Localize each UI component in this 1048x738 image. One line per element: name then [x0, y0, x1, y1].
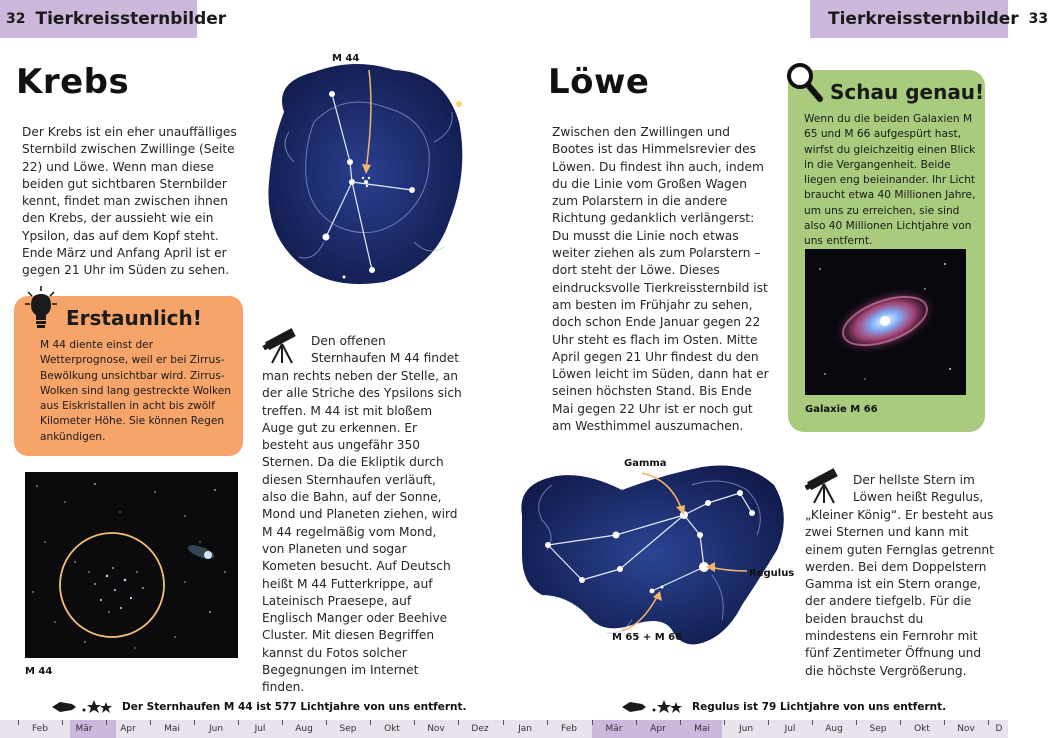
month-label: D: [995, 724, 1003, 734]
krebs-constellation-graphic: [254, 52, 472, 292]
month-label: Feb: [32, 724, 48, 734]
month-label: Nov: [427, 724, 445, 734]
page-header-right: [810, 0, 1048, 38]
erstaunlich-title: Erstaunlich!: [66, 306, 202, 330]
month-label: Jun: [738, 724, 754, 734]
loewe-title: Löwe: [548, 62, 650, 102]
krebs-constellation: [254, 52, 472, 292]
schau-genau-box: [788, 70, 985, 432]
month-label: Jul: [254, 724, 266, 734]
header-title-left: Tierkreissternbilder: [35, 9, 227, 29]
erstaunlich-text: M 44 diente einst der Wetterprognose, weil er bei Zirrus-Bewölkung unsichtbar wird. Zirrus-Wolken sind lang gestreckte Wolken aus Eiskristallen in acht bis zwölf Kilometer Höhe. Sie können Regen ankündigen.: [40, 339, 231, 443]
krebs-telescope-text: man rechts neben der Stelle, an der alle Striche des Ypsilons sich treffen. M 44 ist mit bloßem Auge gut zu erkennen. Er besteht aus ungefähr 350 Sternen. Da die Ekliptik durch diesen Sternhaufen verläuft, also die Bahn, auf der Sonne, Mond und Planeten ziehen, wird M 44 regelmäßig vom Mond, von Planeten und sogar Kometen besucht. Auf Deutsch heißt M 44 Futterkrippe, auf Lateinisch Praesepe, auf Englisch Manger oder Beehive Cluster. Mit diesen Begriffen kannst du Fotos solcher Begegnungen im Internet finden.: [262, 369, 462, 695]
month-strip: [0, 720, 1008, 738]
loewe-constellation-graphic: [512, 455, 797, 650]
month-label: Feb: [561, 724, 577, 734]
krebs-intro: Der Krebs ist ein eher unauffälliges Sternbild zwischen Zwillinge (Seite 22) und Löwe. Wenn man diese beiden gut sichtbaren Sternbilder kennt, findet man zwischen ihnen den Krebs, der aussieht wie ein Ypsilon, das auf dem Kopf steht. Ende März und Anfang April ist er gegen 21 Uhr im Süden zu sehen.: [22, 125, 237, 278]
month-label: Mai: [694, 724, 710, 734]
schau-genau-title: Schau genau!: [830, 80, 985, 104]
month-label: Aug: [825, 724, 843, 734]
galaxy-photo-caption: Galaxie M 66: [805, 404, 878, 415]
month-label: Sep: [339, 724, 357, 734]
schau-genau-text: Wenn du die beiden Galaxien M 65 und M 66 aufgespürt hast, wirfst du gleichzeitig einen Blick in die Vergangenheit. Beide liegen eng beieinander. Ihr Licht braucht etwa 40 Millionen Jahre, um uns zu erreichen, sie sind also 40 Millionen Lichtjahre von uns entfernt.: [804, 113, 976, 248]
month-label: Apr: [650, 724, 666, 734]
month-label: Jun: [208, 724, 224, 734]
month-label: Aug: [295, 724, 313, 734]
month-label: Jul: [784, 724, 796, 734]
loewe-fact-text: Regulus ist 79 Lichtjahre von uns entfernt.: [692, 701, 947, 713]
magnifier-icon: [784, 60, 824, 104]
comet-icon: [50, 698, 114, 716]
month-label: Jan: [518, 724, 532, 734]
loewe-fact: [620, 698, 946, 716]
galaxy-m66-photo: [805, 249, 966, 395]
erstaunlich-box: [14, 296, 243, 456]
m44-photo: [25, 472, 238, 658]
month-label: Nov: [957, 724, 975, 734]
krebs-telescope-text-first: Den offenen Sternhaufen M 44 findet: [311, 334, 460, 366]
loewe-telescope-text: „Kleiner König“. Er besteht aus zwei Sternen und kann mit einem guten Fernglas getrennt werden. Bei dem Doppelstern Gamma ist ein Stern orange, der andere tiefgelb. Für die beiden brauchst du mindestens ein Fernrohr mit fünf Zentimeter Öffnung und die höchste Vergrößerung.: [805, 508, 994, 678]
month-label: Dez: [471, 724, 489, 734]
page-header-left: [0, 0, 227, 38]
comet-icon-right: [620, 698, 684, 716]
m65-m66-label: M 65 + M 66: [612, 632, 683, 643]
gamma-label: Gamma: [624, 458, 667, 469]
month-label: Okt: [384, 724, 400, 734]
page-number-right: 33: [1028, 11, 1048, 27]
krebs-fact-text: Der Sternhaufen M 44 ist 577 Lichtjahre von uns entfernt.: [122, 701, 467, 713]
month-label: Apr: [120, 724, 136, 734]
m44-label: M 44: [332, 53, 360, 64]
month-label: Mai: [164, 724, 180, 734]
regulus-label: Regulus: [749, 568, 795, 579]
month-label: Sep: [869, 724, 887, 734]
loewe-intro: Zwischen den Zwillingen und Bootes ist das Himmelsrevier des Löwen. Du findest ihn auch, indem du die Linie vom Großen Wagen zum Polarstern in die andere Richtung gedanklich verlängerst: Du musst die Linie noch etwas weiter ziehen als zum Polarstern – dort steht der Löwe. Dieses eindrucksvolle Tierkreissternbild ist am besten im Frühjahr zu sehen, doch schon Ende Januar gegen 22 Uhr steht es flach im Osten. Mitte April gegen 21 Uhr findest du den Löwen leicht im Süden, dann hat er seinen höchsten Stand. Bis Ende Mai gegen 22 Uhr ist er noch gut am Westhimmel auszumachen.: [552, 125, 769, 434]
month-label: Okt: [914, 724, 930, 734]
month-label: Mär: [75, 724, 93, 734]
page-number-left: 32: [6, 11, 26, 27]
krebs-fact: [50, 698, 467, 716]
loewe-telescope-text-first: Der hellste Stern im Löwen heißt Regulus,: [853, 473, 984, 505]
month-label: Mär: [605, 724, 623, 734]
telescope-icon-right: [804, 466, 844, 504]
lightbulb-icon: [24, 284, 58, 330]
telescope-icon: [262, 326, 302, 364]
m44-photo-caption: M 44: [25, 666, 53, 677]
krebs-title: Krebs: [16, 62, 130, 102]
loewe-constellation: [512, 455, 797, 650]
header-title-right: Tierkreissternbilder: [828, 9, 1019, 29]
